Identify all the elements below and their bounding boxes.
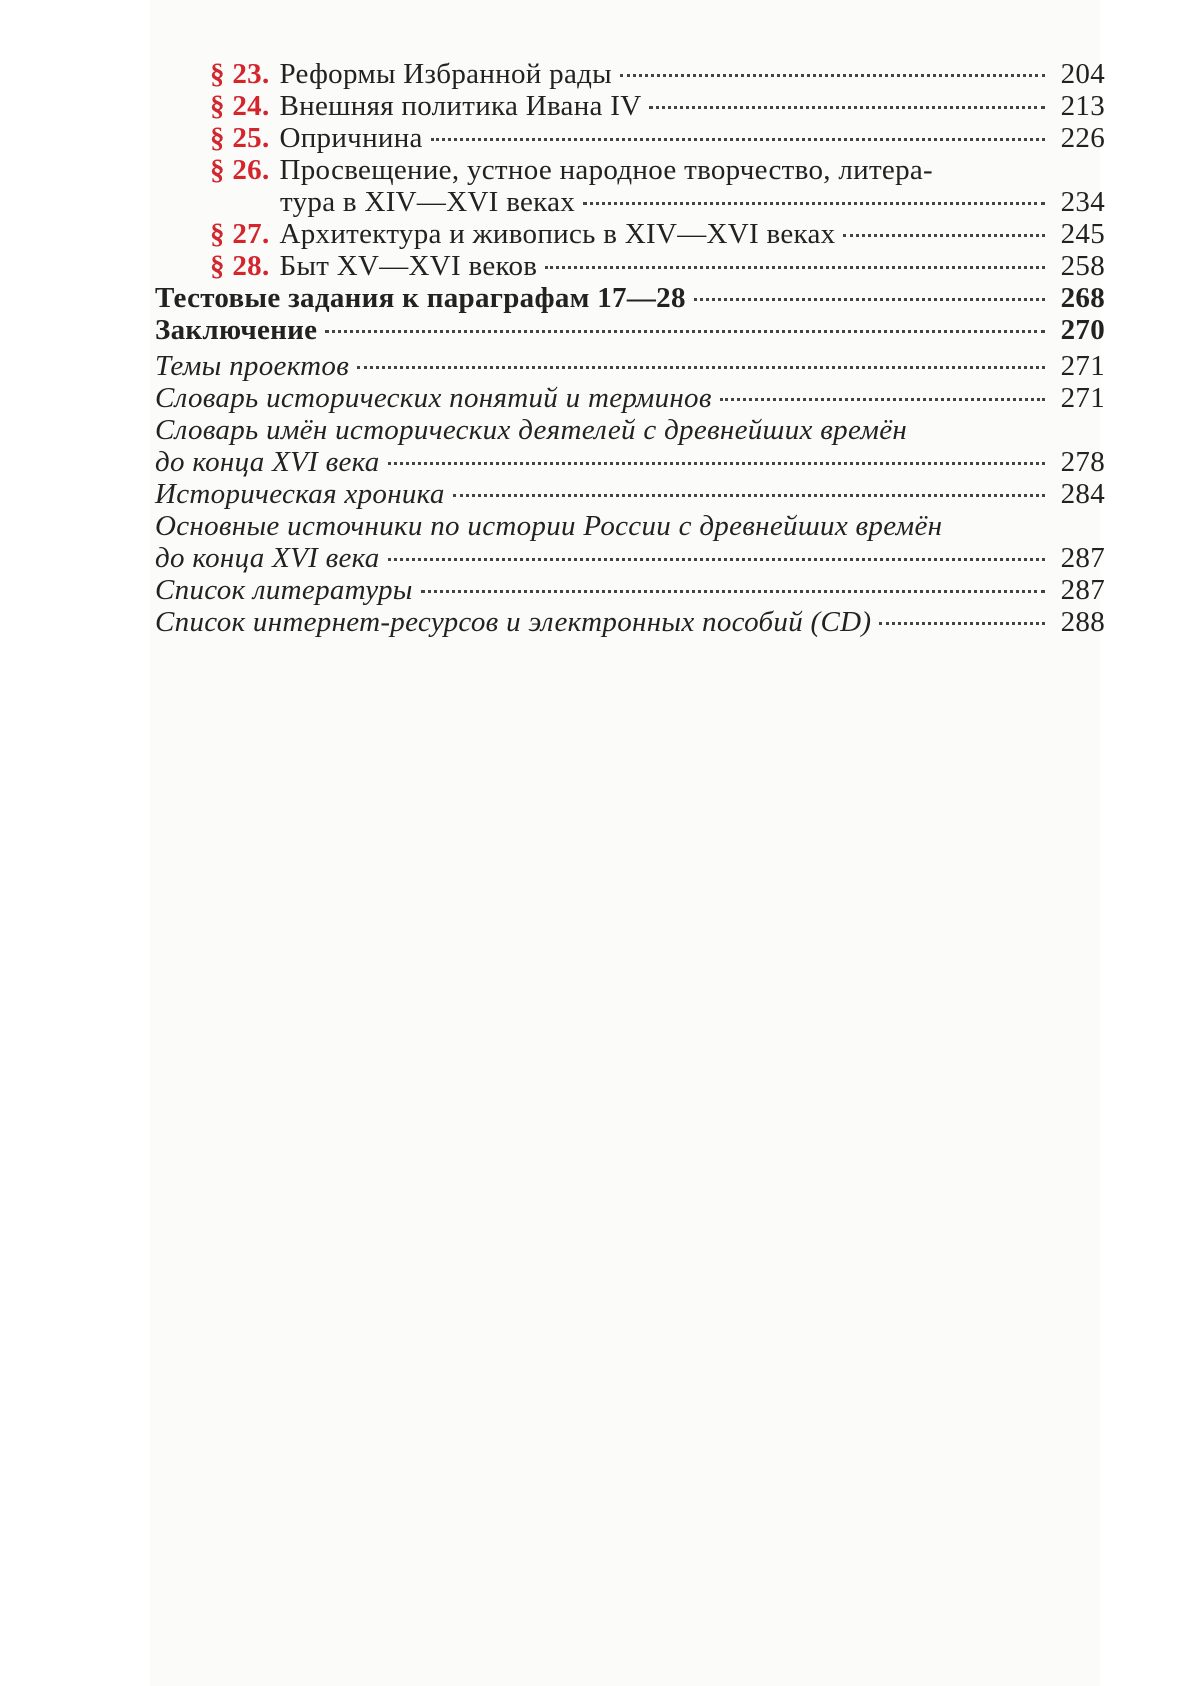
- toc-entry-internet-resources[interactable]: [155, 606, 1105, 638]
- toc-entry-section-23[interactable]: [155, 58, 1105, 90]
- page-number: 204: [1060, 58, 1105, 90]
- entry-title-line1: Просвещение, устное народное творчество, литера-: [279, 154, 934, 186]
- page-number: 271: [1060, 382, 1105, 414]
- toc-entry-conclusion[interactable]: [155, 314, 1105, 346]
- dot-leader: [583, 202, 1045, 205]
- entry-title-line1: Словарь имён исторических деятелей с древнейших времён: [155, 414, 908, 446]
- page-number: 287: [1060, 542, 1105, 574]
- page-number: 245: [1060, 218, 1105, 250]
- toc-entry-tests[interactable]: [155, 282, 1105, 314]
- dot-leader: [694, 298, 1045, 301]
- section-number: § 24.: [210, 90, 270, 122]
- entry-title: Реформы Избранной рады: [279, 58, 612, 90]
- entry-title-line2: до конца XVI века: [155, 446, 380, 478]
- page-number: 258: [1060, 250, 1105, 282]
- page-number: 226: [1060, 122, 1105, 154]
- page-number: 287: [1060, 574, 1105, 606]
- entry-title-line2: до конца XVI века: [155, 542, 380, 574]
- dot-leader: [388, 558, 1045, 561]
- entry-title: Архитектура и живопись в XIV—XVI веках: [279, 218, 836, 250]
- toc-entry-names-dictionary[interactable]: [155, 414, 1105, 478]
- page-number: 213: [1060, 90, 1105, 122]
- dot-leader: [843, 234, 1045, 237]
- toc-entry-main-sources[interactable]: [155, 510, 1105, 574]
- entry-title: Список литературы: [155, 574, 413, 606]
- page-number: 270: [1060, 314, 1105, 346]
- page-number: 268: [1060, 282, 1105, 314]
- entry-title: Тестовые задания к параграфам 17—28: [155, 282, 686, 314]
- toc-entry-chronicle[interactable]: [155, 478, 1105, 510]
- toc-entry-section-24[interactable]: [155, 90, 1105, 122]
- dot-leader: [453, 494, 1045, 497]
- dot-leader: [357, 366, 1045, 369]
- dot-leader: [720, 398, 1045, 401]
- page-number: 278: [1060, 446, 1105, 478]
- entry-title: Внешняя политика Ивана IV: [279, 90, 642, 122]
- entry-title: Опричнина: [279, 122, 423, 154]
- entry-title: Список интернет-ресурсов и электронных пособий (CD): [155, 606, 872, 638]
- toc-entry-literature[interactable]: [155, 574, 1105, 606]
- dot-leader: [388, 462, 1045, 465]
- entry-title: Темы проектов: [155, 350, 350, 382]
- dot-leader: [421, 590, 1045, 593]
- toc-entry-section-28[interactable]: [155, 250, 1105, 282]
- dot-leader: [431, 138, 1045, 141]
- entry-title: Словарь исторических понятий и терминов: [155, 382, 712, 414]
- page-number: 234: [1060, 186, 1105, 218]
- dot-leader: [545, 266, 1045, 269]
- dot-leader: [879, 622, 1045, 625]
- section-number: § 27.: [210, 218, 270, 250]
- toc-entry-section-26[interactable]: [155, 154, 1105, 218]
- toc-entry-project-topics[interactable]: [155, 350, 1105, 382]
- dot-leader: [325, 330, 1045, 333]
- page-number: 288: [1060, 606, 1105, 638]
- entry-title: Быт XV—XVI веков: [279, 250, 538, 282]
- table-of-contents: [155, 58, 1105, 638]
- entry-title-line2: тура в XIV—XVI веках: [280, 186, 576, 218]
- toc-entry-section-27[interactable]: [155, 218, 1105, 250]
- section-number: § 25.: [210, 122, 270, 154]
- dot-leader: [649, 106, 1045, 109]
- page-number: 284: [1060, 478, 1105, 510]
- entry-title: Историческая хроника: [155, 478, 445, 510]
- entry-title-line1: Основные источники по истории России с древнейших времён: [155, 510, 943, 542]
- toc-entry-glossary[interactable]: [155, 382, 1105, 414]
- dot-leader: [620, 74, 1045, 77]
- section-number: § 26.: [210, 154, 270, 186]
- section-number: § 23.: [210, 58, 270, 90]
- toc-entry-section-25[interactable]: [155, 122, 1105, 154]
- page-number: 271: [1060, 350, 1105, 382]
- entry-title: Заключение: [155, 314, 318, 346]
- section-number: § 28.: [210, 250, 270, 282]
